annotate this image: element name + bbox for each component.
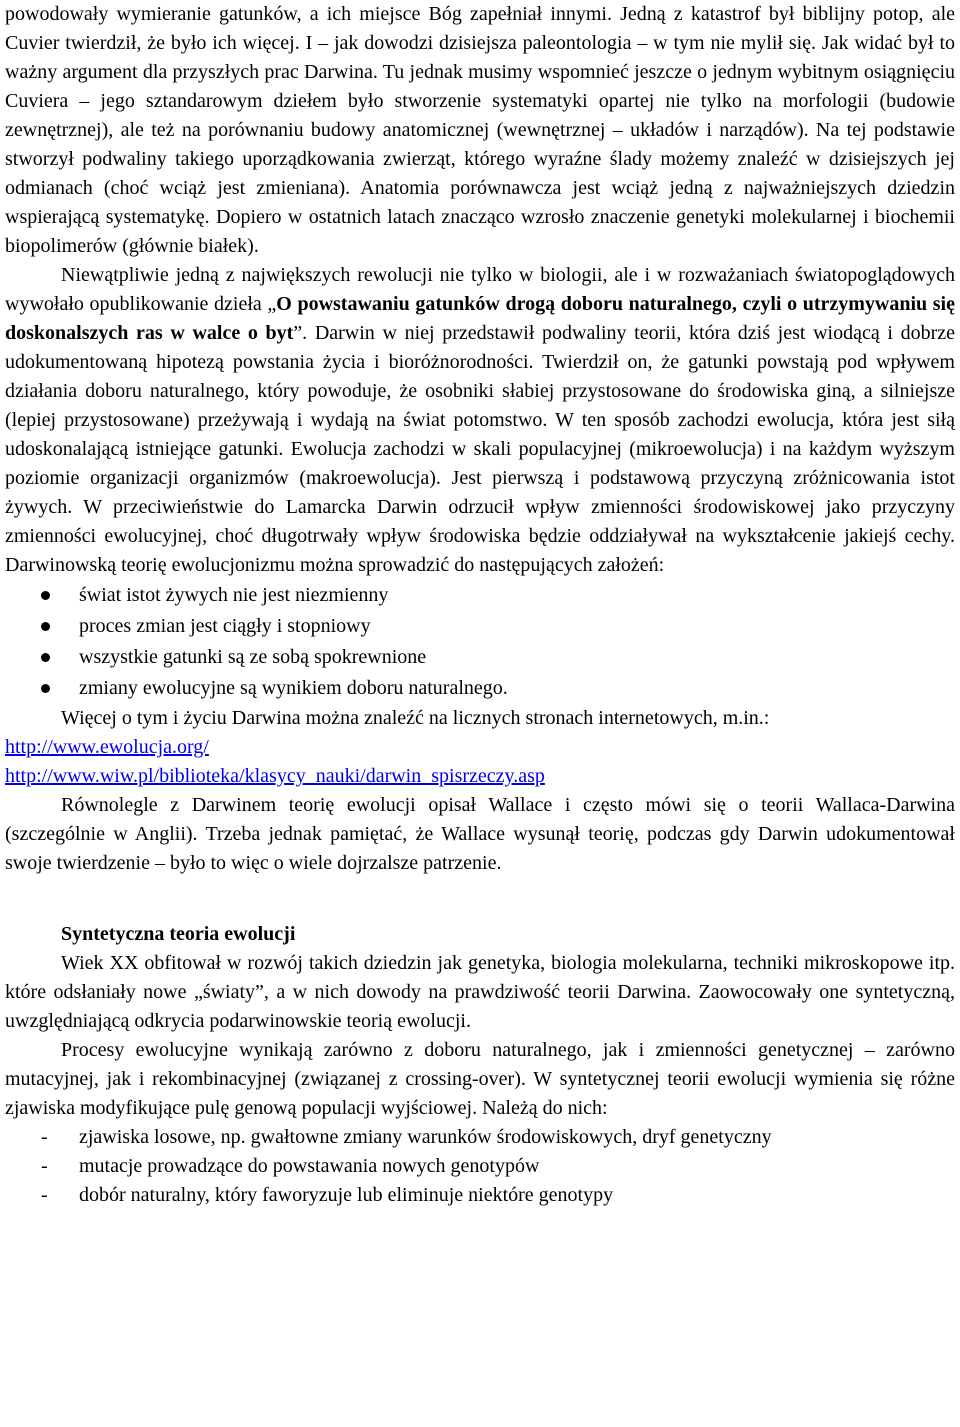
paragraph-darwin-body: ”. Darwin w niej przedstawił podwaliny teorii, która dziś jest wiodącą i dobrze udokumentowaną hipotezą powstania życia i bioróżnorodności. Twierdził on, że gatunki powstają pod wpływem działania doboru naturalnego, który powoduje, że osobniki słabiej przystosowane do środowiska giną, a silniejsze (lepiej przystosowane) przeżywają i wydają na świat potomstwo. W ten sposób zachodzi ewolucja, która jest siłą udoskonalającą istniejące gatunki. Ewolucja zachodzi w skali populacyjnej (mikroewolucja) i na każdym wyższym poziomie organizacji organizmów (makroewolucja). Jest pierwszą i podstawową przyczyną zróżnicowania istot żywych. W przeciwieństwie do Lamarcka Darwin odrzucił wpływ zmienności środowiskowej jako przyczyny zmienności ewolucyjnej, choć długotrwały wpływ środowiska będzie oddziaływał na wykształcenie jakiejś cechy. Darwinowską teorię ewolucjonizmu można sprowadzić do następujących założeń: [5,322,955,576]
list-item: zmiany ewolucyjne są wynikiem doboru naturalnego. [5,673,955,704]
list-item: - zjawiska losowe, np. gwałtowne zmiany warunków środowiskowych, dryf genetyczny [5,1123,955,1152]
link-ewolucja[interactable]: http://www.ewolucja.org/ [5,736,209,758]
paragraph-darwin [5,261,955,580]
bullet-icon [41,622,50,631]
paragraph-xx-century: Wiek XX obfitował w rozwój takich dziedzin jak genetyka, biologia molekularna, techniki mikroskopowe itp. które odsłaniały nowe „światy”, a w nich dowody na prawdziwość teorii Darwina. Zaowocowały one syntetyczną, uwzględniającą odkrycia podarwinowskie teorią ewolucji. [5,952,955,1032]
book-title: O powstawaniu gatunków drogą doboru naturalnego, czyli o utrzymywaniu się doskonalszych ras w walce o byt [5,293,955,344]
bullet-icon [41,684,50,693]
list-item: wszystkie gatunki są ze sobą spokrewnione [5,642,955,673]
bullet-icon [41,653,50,662]
spacer [5,878,955,906]
list-item: - mutacje prowadzące do powstawania nowych genotypów [5,1152,955,1181]
dash-list [5,1123,955,1210]
bullet-icon [41,591,50,600]
section-heading: Syntetyczna teoria ewolucji [61,923,296,945]
list-item: świat istot żywych nie jest niezmienny [5,580,955,611]
paragraph-cuvier: powodowały wymieranie gatunków, a ich miejsce Bóg zapełniał innymi. Jedną z katastrof był biblijny potop, ale Cuvier twierdził, że było ich więcej. I – jak dowodzi dzisiejsza paleontologia – w tym nie mylił się. Jak widać był to ważny argument dla przyszłych prac Darwina. Tu jednak musimy wspomnieć jeszcze o jednym wybitnym osiągnięciu Cuviera – jego sztandarowym dziełem było stworzenie systematyki opartej nie tylko na morfologii (budowie zewnętrznej), ale też na porównaniu budowy anatomicznej (wewnętrznej – układów i narządów). Na tej podstawie stworzył podwaliny takiego uporządkowania zwierząt, którego wyraźne ślady możemy znaleźć w dzisiejszych jej odmianach (choć wciąż jest zmieniana). Anatomia porównawcza jest wciąż jedną z najważniejszych dziedzin wspierającą systematykę. Dopiero w ostatnich latach znacząco wzrosło znaczenie genetyki molekularnej i biochemii biopolimerów (głównie białek). [5,3,955,257]
paragraph-more-info: Więcej o tym i życiu Darwina można znaleźć na licznych stronach internetowych, m.in.: [61,707,770,729]
list-item: - dobór naturalny, który faworyzuje lub eliminuje niektóre genotypy [5,1181,955,1210]
paragraph-darwin-intro: Niewątpliwie jedną z największych rewolucji nie tylko w biologii, ale i w rozważaniach światopoglądowych wywołało opublikowanie dzieła „ [5,264,955,315]
link-wiw[interactable]: http://www.wiw.pl/biblioteka/klasycy_nauki/darwin_spisrzeczy.asp [5,765,545,787]
dash-marker: - [41,1126,48,1148]
paragraph-wallace: Równolegle z Darwinem teorię ewolucji opisał Wallace i często mówi się o teorii Wallaca-Darwina (szczególnie w Anglii). Trzeba jednak pamiętać, że Wallace wysunął teorię, podczas gdy Darwin udokumentował swoje twierdzenie – było to więc o wiele dojrzalsze patrzenie. [5,794,955,874]
bullet-list [5,580,955,704]
paragraph-processes: Procesy ewolucyjne wynikają zarówno z doboru naturalnego, jak i zmienności genetycznej – zarówno mutacyjnej, jak i rekombinacyjnej (związanej z crossing-over). W syntetycznej teorii ewolucji wymienia się różne zjawiska modyfikujące pulę genową populacji wyjściowej. Należą do nich: [5,1039,955,1119]
dash-marker: - [41,1155,48,1177]
list-item: proces zmian jest ciągły i stopniowy [5,611,955,642]
dash-marker: - [41,1184,48,1206]
